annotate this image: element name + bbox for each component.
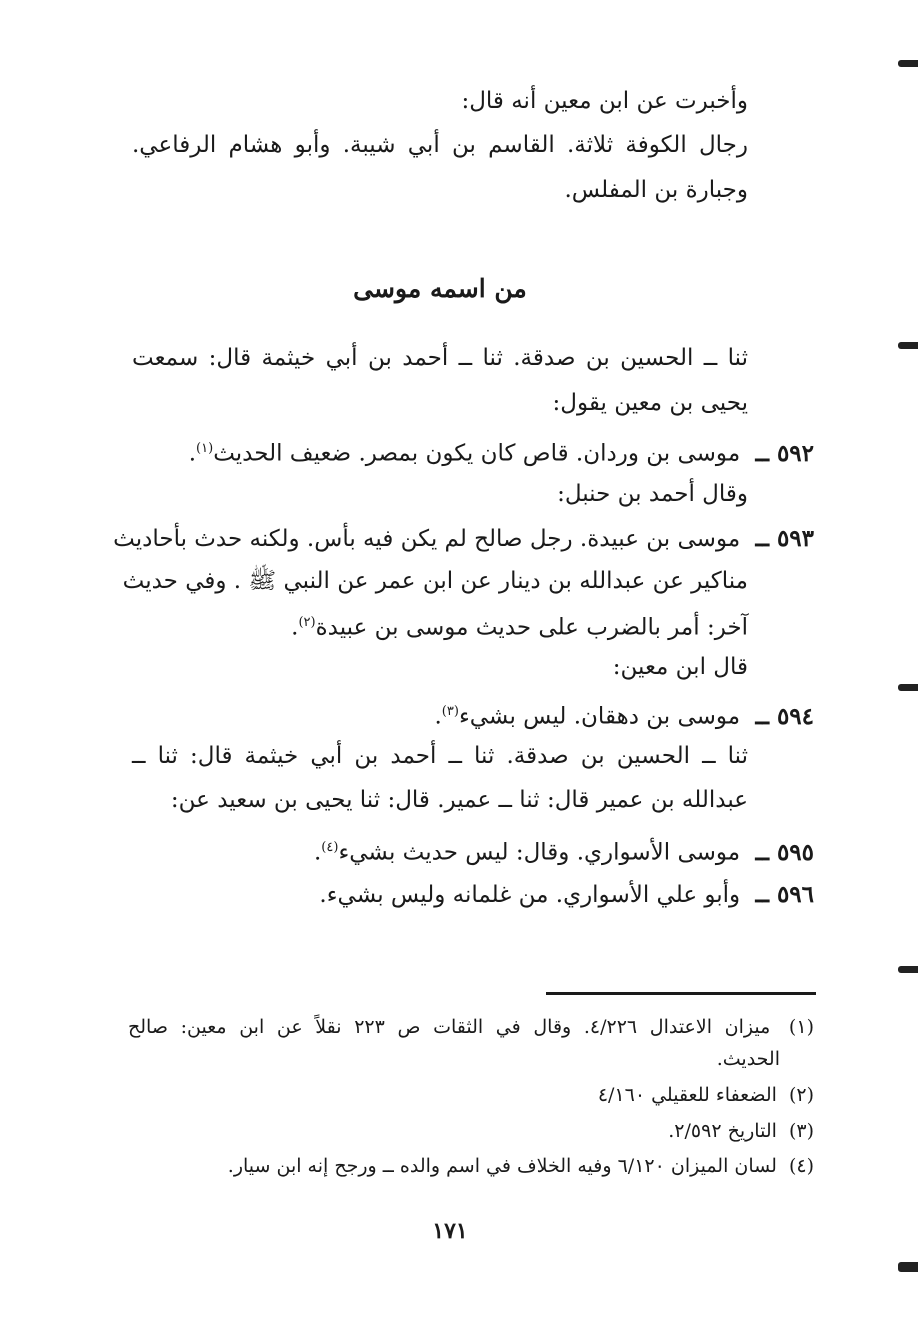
footnote-1-line-2: الحديث. [716, 1048, 780, 1070]
edge-mark [898, 966, 918, 973]
footnote-ref: (٤) [321, 840, 339, 855]
entry-text: موسى بن دهقان. ليس بشيء [458, 703, 741, 730]
edge-mark [898, 342, 918, 349]
entry-end: . [434, 703, 442, 730]
footnote-text: الضعفاء للعقيلي ٤/١٦٠ [597, 1084, 777, 1106]
footnote-text: التاريخ ٢/٥٩٢. [668, 1120, 777, 1142]
isnad-2-line-2: عبدالله بن عمير قال: ثنا ــ عمير. قال: ثنا يحيى بن سعيد عن: [170, 787, 748, 813]
ibn-maeen-said-line: قال ابن معين: [612, 654, 748, 680]
edge-mark [898, 1262, 918, 1272]
intro-line-2: رجال الكوفة ثلاثة. القاسم بن أبي شيبة. وأبو هشام الرفاعي. [132, 132, 748, 158]
footnote-text: لسان الميزان ٦/١٢٠ وفيه الخلاف في اسم والده ــ ورجح إنه ابن سيار. [227, 1155, 777, 1177]
footnote-text: ميزان الاعتدال ٤/٢٢٦. وقال في الثقات ص ٢٢٣ نقلاً عن ابن معين: صالح [128, 1016, 771, 1038]
edge-mark [898, 684, 918, 691]
isnad-1-line-1: ثنا ــ الحسين بن صدقة. ثنا ــ أحمد بن أبي خيثمة قال: سمعت [132, 345, 748, 371]
entry-number: ٥٩٤ ــ [755, 702, 814, 730]
entry-595 [314, 833, 814, 868]
entry-593-line-3 [291, 608, 748, 643]
ahmad-said-line: وقال أحمد بن حنبل: [557, 481, 748, 507]
footnote-2 [598, 1082, 814, 1108]
footnote-ref: (٣) [441, 704, 459, 719]
entry-592 [189, 434, 814, 469]
isnad-2-line-1: ثنا ــ الحسين بن صدقة. ثنا ــ أحمد بن أبي خيثمة قال: ثنا ــ [132, 743, 748, 769]
entry-number: ٥٩٥ ــ [755, 838, 814, 866]
isnad-1-line-2: يحيى بن معين يقول: [552, 390, 748, 416]
footnote-mark: (٢) [788, 1084, 814, 1106]
entry-end: . [313, 839, 322, 866]
entry-text: موسى الأسواري. وقال: ليس حديث بشيء [338, 839, 741, 866]
footnote-divider [546, 992, 816, 995]
footnote-4 [228, 1153, 814, 1179]
entry-end: . [188, 440, 197, 467]
footnote-1-line-1 [128, 1014, 814, 1040]
entry-594 [434, 697, 814, 732]
entry-number: ٥٩٣ ــ [755, 525, 814, 552]
footnote-3 [668, 1118, 814, 1144]
entry-number: ٥٩٦ ــ [755, 881, 814, 908]
section-heading: من اسمه موسى [353, 274, 527, 303]
footnote-mark: (٣) [788, 1120, 814, 1142]
entry-number: ٥٩٢ ــ [755, 439, 814, 467]
intro-line-1: وأخبرت عن ابن معين أنه قال: [461, 88, 748, 114]
footnote-mark: (٤) [788, 1155, 814, 1177]
intro-line-3: وجبارة بن المفلس. [564, 177, 748, 203]
page-number: ١٧١ [432, 1218, 468, 1244]
entry-text: وأبو علي الأسواري. من غلمانه وليس بشيء. [319, 882, 741, 908]
entry-text: موسى بن وردان. قاص كان يكون بمصر. ضعيف الحديث [213, 440, 741, 467]
entry-text: آخر: أمر بالضرب على حديث موسى بن عبيدة [315, 614, 748, 641]
footnote-ref: (٢) [298, 615, 316, 630]
footnote-mark: (١) [788, 1016, 814, 1038]
entry-593-line-2: مناكير عن عبدالله بن دينار عن ابن عمر عن النبي ﷺ . وفي حديث [122, 568, 748, 594]
entry-end: . [291, 614, 299, 641]
edge-mark [898, 60, 918, 67]
entry-596 [319, 880, 814, 910]
entry-text: موسى بن عبيدة. رجل صالح لم يكن فيه بأس. ولكنه حدث بأحاديث [113, 526, 741, 552]
footnote-ref: (١) [196, 441, 214, 456]
entry-593-line-1 [113, 524, 814, 554]
